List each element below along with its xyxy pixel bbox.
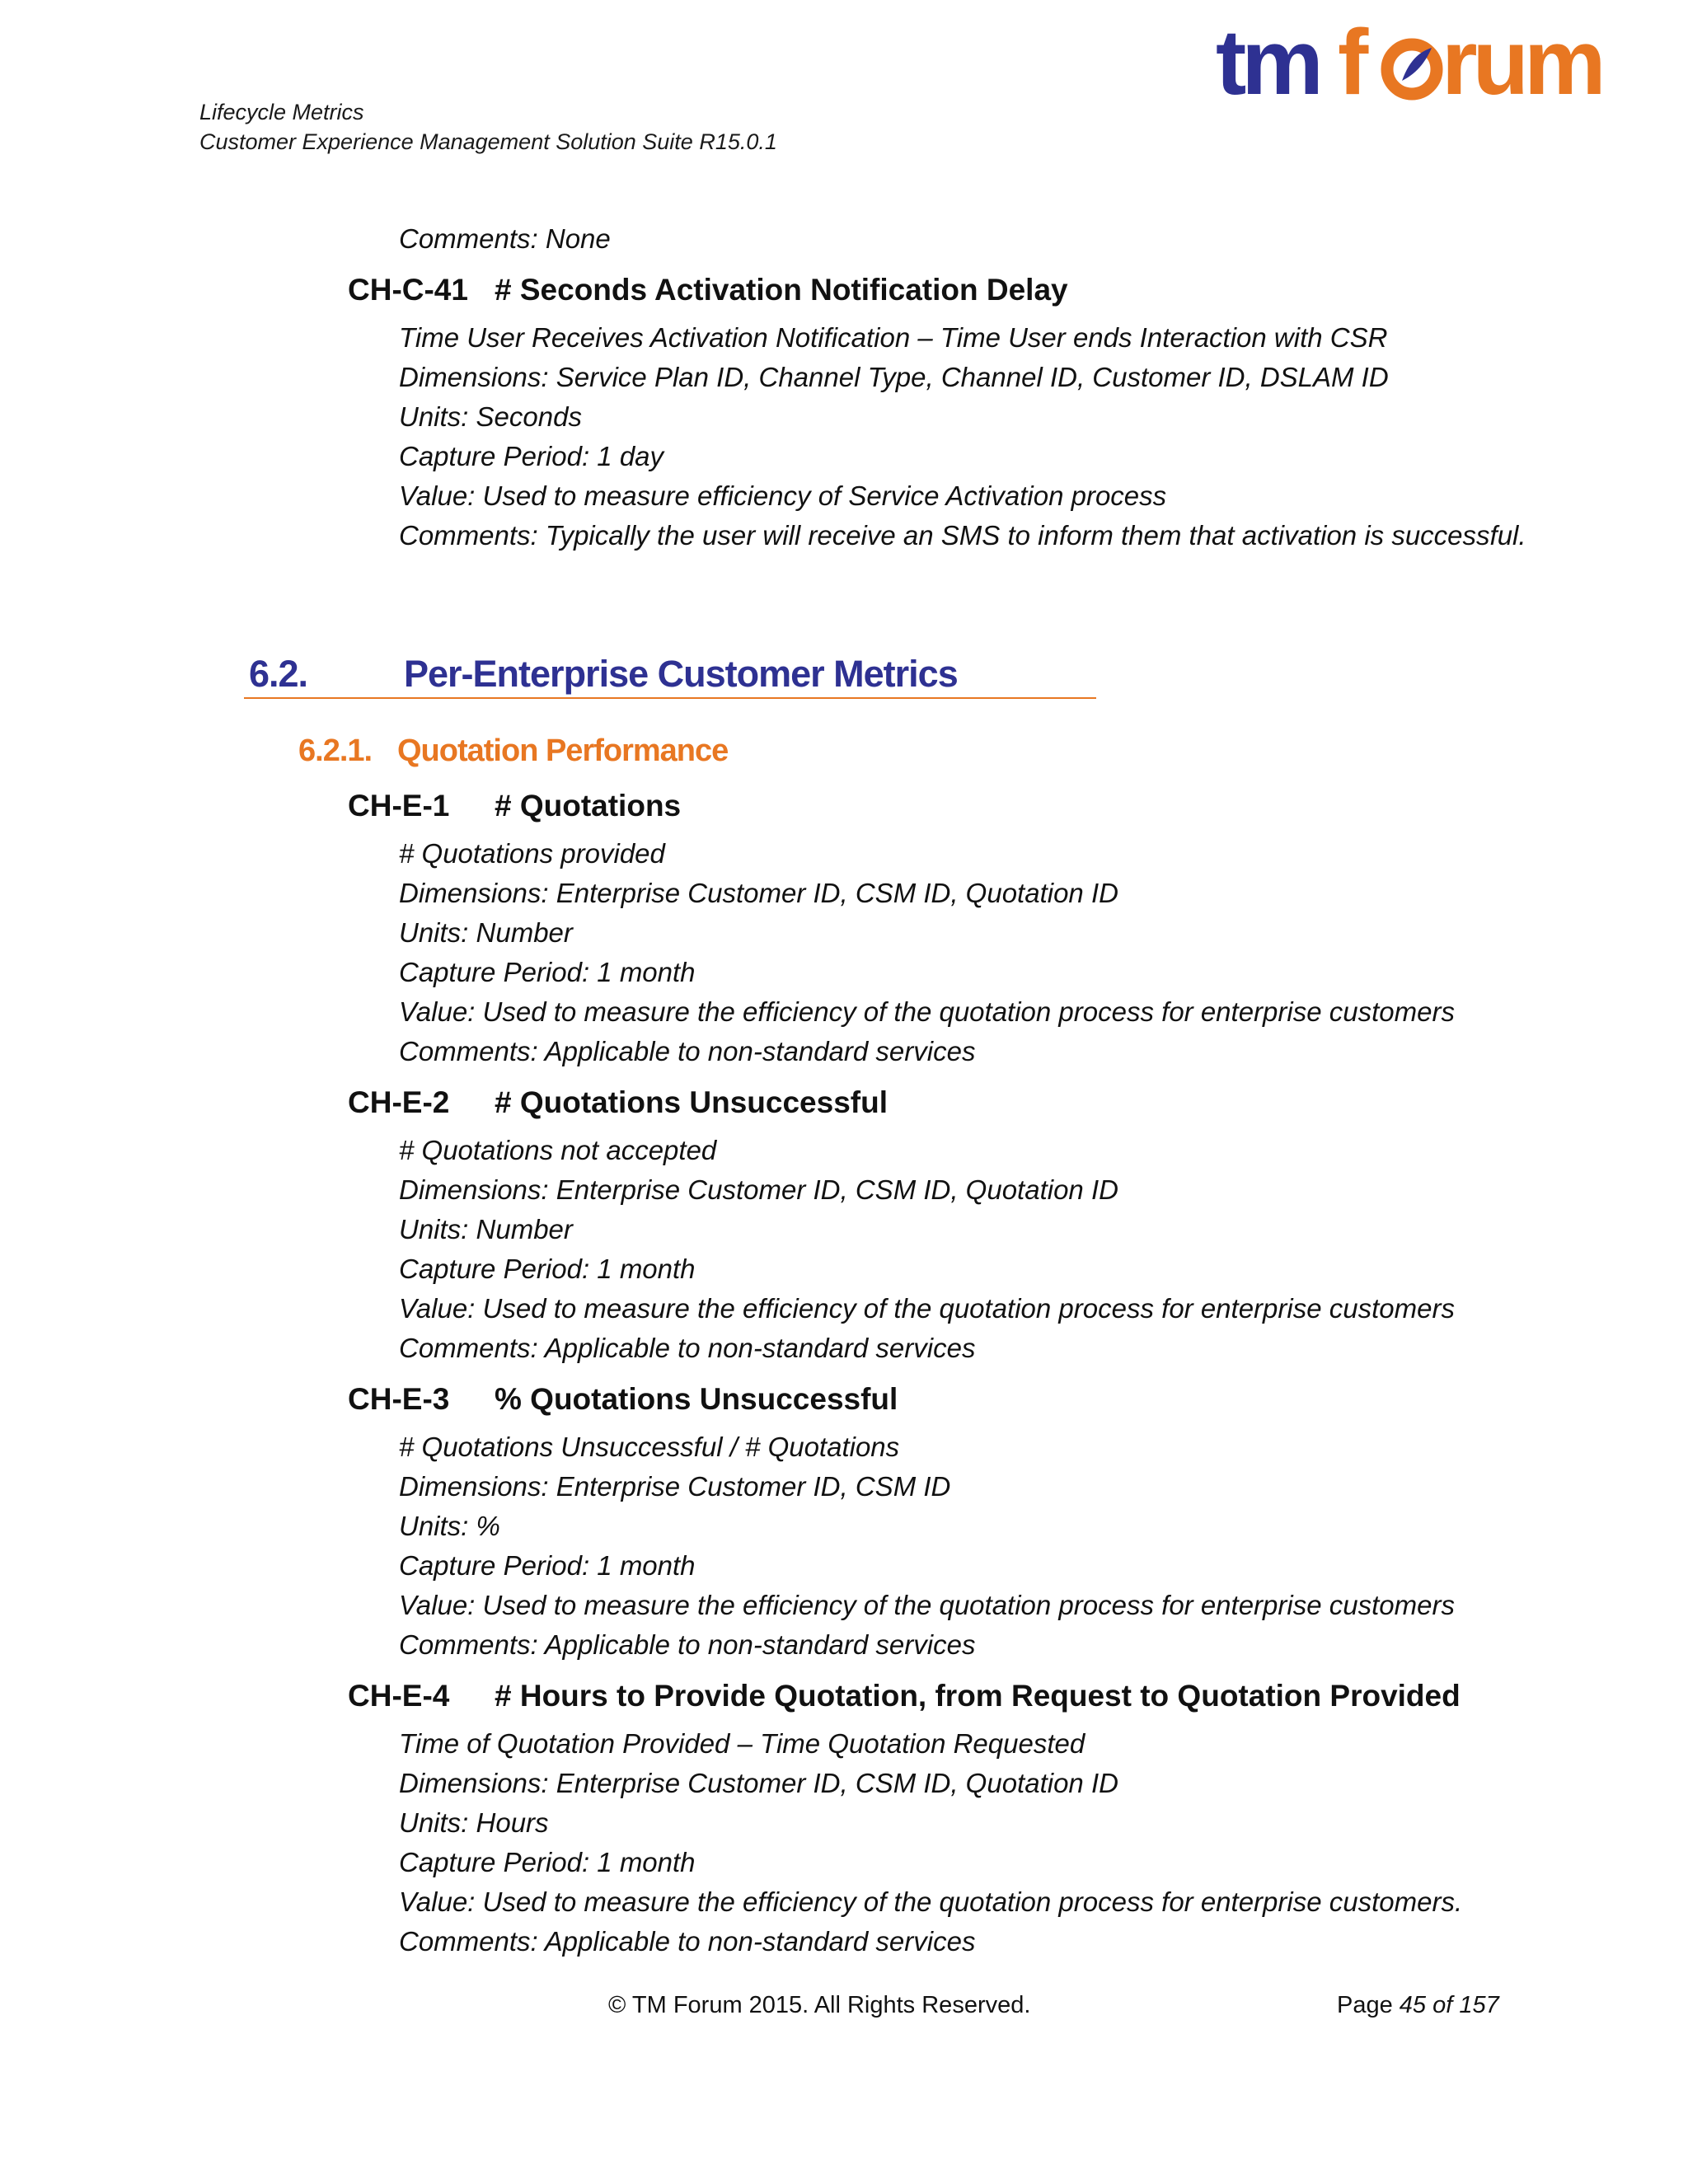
running-header bbox=[199, 97, 777, 157]
metric-formula: # Quotations Unsuccessful / # Quotations bbox=[399, 1432, 900, 1462]
metric-value: Value: Used to measure efficiency of Service Activation process bbox=[399, 480, 1167, 511]
footer-copyright: © TM Forum 2015. All Rights Reserved. bbox=[608, 1992, 1031, 2018]
section-title: Per-Enterprise Customer Metrics bbox=[404, 653, 958, 695]
header-doc-title: Lifecycle Metrics bbox=[199, 100, 364, 124]
page-current: 45 bbox=[1399, 1992, 1427, 2018]
metric-id: CH-E-2 bbox=[348, 1085, 450, 1119]
metric-value: Value: Used to measure the efficiency of the quotation process for enterprise customers. bbox=[399, 1886, 1463, 1917]
header-doc-subtitle: Customer Experience Management Solution Suite R15.0.1 bbox=[199, 129, 777, 154]
metric-id: CH-E-4 bbox=[348, 1679, 450, 1713]
section-underline bbox=[244, 697, 1096, 699]
metric-heading bbox=[348, 270, 1068, 310]
metric-id: CH-E-3 bbox=[348, 1382, 450, 1416]
svg-text:tm: tm bbox=[1216, 11, 1319, 114]
metric-comments: Comments: Typically the user will receive an SMS to inform them that activation is successful. bbox=[399, 520, 1526, 551]
metric-units: Units: Seconds bbox=[399, 401, 582, 432]
metric-formula: Time User Receives Activation Notification – Time User ends Interaction with CSR bbox=[399, 322, 1388, 353]
page-total: 157 bbox=[1459, 1992, 1499, 2018]
metric-title: % Quotations Unsuccessful bbox=[495, 1382, 898, 1416]
metric-capture-period: Capture Period: 1 month bbox=[399, 1847, 696, 1877]
metric-value: Value: Used to measure the efficiency of the quotation process for enterprise customers bbox=[399, 996, 1455, 1027]
metric-dimensions: Dimensions: Enterprise Customer ID, CSM ID bbox=[399, 1471, 951, 1502]
svg-text:rum: rum bbox=[1442, 11, 1601, 114]
tmforum-logo bbox=[1216, 11, 1601, 117]
metric-heading bbox=[348, 1083, 888, 1122]
metric-title: # Hours to Provide Quotation, from Request to Quotation Provided bbox=[495, 1679, 1461, 1713]
metric-title: # Seconds Activation Notification Delay bbox=[495, 273, 1068, 307]
subsection-title: Quotation Performance bbox=[397, 733, 729, 768]
page-of: of bbox=[1432, 1992, 1453, 2018]
metric-value: Value: Used to measure the efficiency of the quotation process for enterprise customers bbox=[399, 1590, 1455, 1620]
metric-units: Units: % bbox=[399, 1511, 500, 1541]
svg-text:f: f bbox=[1338, 11, 1364, 114]
subsection-number: 6.2.1. bbox=[298, 733, 373, 768]
metric-id: CH-E-1 bbox=[348, 789, 450, 823]
footer-page-number bbox=[1337, 1989, 1499, 2022]
metric-heading bbox=[348, 1380, 898, 1419]
section-number: 6.2. bbox=[249, 653, 308, 695]
metric-capture-period: Capture Period: 1 month bbox=[399, 957, 696, 987]
metric-comments: Comments: None bbox=[399, 223, 611, 254]
metric-comments: Comments: Applicable to non-standard services bbox=[399, 1333, 976, 1363]
metric-dimensions: Dimensions: Enterprise Customer ID, CSM ID, Quotation ID bbox=[399, 1768, 1118, 1798]
page-label: Page bbox=[1337, 1992, 1393, 2018]
metric-units: Units: Hours bbox=[399, 1807, 549, 1838]
metric-comments: Comments: Applicable to non-standard services bbox=[399, 1926, 976, 1957]
metric-value: Value: Used to measure the efficiency of the quotation process for enterprise customers bbox=[399, 1293, 1455, 1324]
metric-heading bbox=[348, 786, 682, 826]
metric-capture-period: Capture Period: 1 month bbox=[399, 1550, 696, 1581]
metric-dimensions: Dimensions: Enterprise Customer ID, CSM ID, Quotation ID bbox=[399, 878, 1118, 908]
metric-comments: Comments: Applicable to non-standard services bbox=[399, 1629, 976, 1660]
metric-capture-period: Capture Period: 1 month bbox=[399, 1254, 696, 1284]
metric-title: # Quotations bbox=[495, 789, 682, 823]
metric-heading bbox=[348, 1676, 1461, 1716]
metric-formula: # Quotations not accepted bbox=[399, 1135, 717, 1165]
metric-id: CH-C-41 bbox=[348, 273, 468, 307]
metric-units: Units: Number bbox=[399, 1214, 573, 1244]
metric-capture-period: Capture Period: 1 day bbox=[399, 441, 664, 471]
metric-dimensions: Dimensions: Service Plan ID, Channel Type, Channel ID, Customer ID, DSLAM ID bbox=[399, 362, 1389, 392]
metric-dimensions: Dimensions: Enterprise Customer ID, CSM ID, Quotation ID bbox=[399, 1174, 1118, 1205]
metric-comments: Comments: Applicable to non-standard services bbox=[399, 1036, 976, 1066]
metric-units: Units: Number bbox=[399, 917, 573, 948]
metric-title: # Quotations Unsuccessful bbox=[495, 1085, 888, 1119]
metric-formula: # Quotations provided bbox=[399, 838, 665, 869]
metric-formula: Time of Quotation Provided – Time Quotation Requested bbox=[399, 1728, 1085, 1759]
